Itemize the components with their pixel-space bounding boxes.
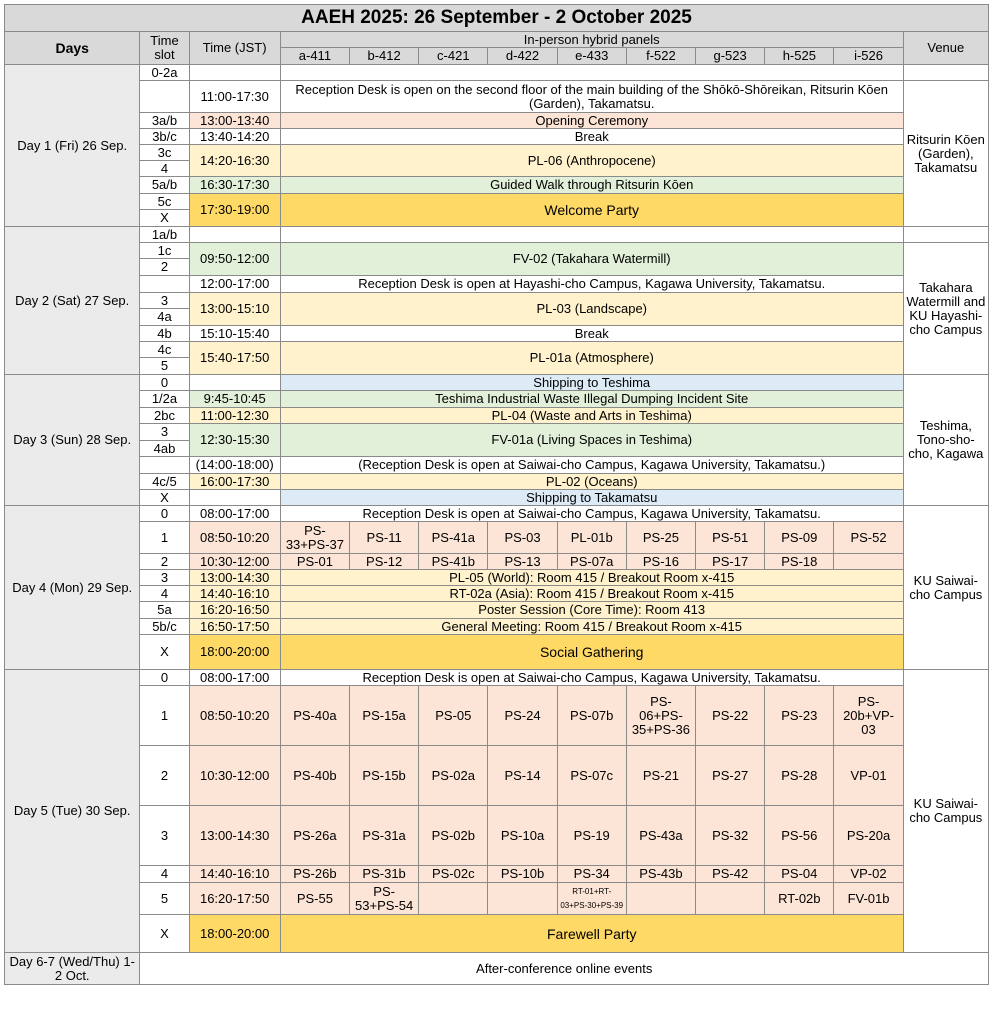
table-row	[5, 522, 989, 554]
time-cell: 12:30-15:30	[189, 424, 280, 457]
time-slot	[140, 457, 189, 474]
time-slot: X	[140, 915, 189, 953]
event-cell: PL-06 (Anthropocene)	[280, 145, 903, 177]
time-slot: 3	[140, 293, 189, 309]
room-header: e-433	[557, 48, 626, 65]
time-slot: 3	[140, 424, 189, 441]
table-row	[5, 806, 989, 866]
panel-cell: PS-09	[765, 522, 834, 554]
time-cell: 13:00-14:30	[189, 806, 280, 866]
panel-cell: PS-24	[488, 686, 557, 746]
panel-cell: PS-15a	[350, 686, 419, 746]
event-cell: Opening Ceremony	[280, 113, 903, 129]
panel-cell: PS-15b	[350, 746, 419, 806]
time-slot: 3a/b	[140, 113, 189, 129]
time-slot: 0	[140, 670, 189, 686]
event-cell: FV-02 (Takahara Watermill)	[280, 243, 903, 276]
time-cell: 13:40-14:20	[189, 129, 280, 145]
time-slot: 4c	[140, 342, 189, 358]
panel-cell: PS-16	[626, 554, 695, 570]
panel-cell: PS-20b+VP-03	[834, 686, 903, 746]
time-slot: 5b/c	[140, 619, 189, 635]
time-slot: 1	[140, 686, 189, 746]
panel-cell: PS-55	[280, 883, 349, 915]
time-slot: 4	[140, 866, 189, 883]
event-cell	[280, 227, 903, 243]
reception-note: Reception Desk is open at Hayashi-cho Campus, Kagawa University, Takamatsu.	[280, 276, 903, 293]
panel-cell: PS-53+PS-54	[350, 883, 419, 915]
venue-cell	[903, 227, 988, 243]
event-cell: PL-01a (Atmosphere)	[280, 342, 903, 375]
table-row	[5, 686, 989, 746]
schedule-table	[4, 4, 989, 985]
table-row	[5, 746, 989, 806]
event-cell: Shipping to Teshima	[280, 375, 903, 391]
event-cell: Welcome Party	[280, 194, 903, 227]
event-cell: Shipping to Takamatsu	[280, 490, 903, 506]
room-header: a-411	[280, 48, 349, 65]
panel-cell: PS-34	[557, 866, 626, 883]
time-cell	[189, 227, 280, 243]
panel-cell: PS-14	[488, 746, 557, 806]
panel-cell: VP-02	[834, 866, 903, 883]
time-cell: (14:00-18:00)	[189, 457, 280, 474]
panel-cell: PS-12	[350, 554, 419, 570]
panel-cell: PS-03	[488, 522, 557, 554]
time-cell: 17:30-19:00	[189, 194, 280, 227]
time-slot: X	[140, 635, 189, 670]
panel-cell: PS-41a	[419, 522, 488, 554]
time-cell	[189, 375, 280, 391]
panel-cell: PS-31a	[350, 806, 419, 866]
panel-cell: PS-32	[696, 806, 765, 866]
panel-cell: PS-51	[696, 522, 765, 554]
time-slot: X	[140, 210, 189, 227]
day-label: Day 4 (Mon) 29 Sep.	[5, 506, 140, 670]
panel-cell: PS-25	[626, 522, 695, 554]
header-time-jst: Time (JST)	[189, 32, 280, 65]
time-slot: 5c	[140, 194, 189, 210]
time-slot: 5a/b	[140, 177, 189, 194]
venue-cell	[903, 65, 988, 81]
venue-cell: Takahara Watermill and KU Hayashi-cho Campus	[903, 243, 988, 375]
time-slot: 4ab	[140, 441, 189, 457]
time-slot: X	[140, 490, 189, 506]
header-days: Days	[5, 32, 140, 65]
time-slot: 1	[140, 522, 189, 554]
event-cell: PL-05 (World): Room 415 / Breakout Room x-415	[280, 570, 903, 586]
panel-cell: PS-04	[765, 866, 834, 883]
venue-cell: Teshima, Tono-sho-cho, Kagawa	[903, 375, 988, 506]
event-cell: RT-02a (Asia): Room 415 / Breakout Room x-415	[280, 586, 903, 602]
time-cell: 09:50-12:00	[189, 243, 280, 276]
panel-cell: PS-06+PS-35+PS-36	[626, 686, 695, 746]
event-cell: Poster Session (Core Time): Room 413	[280, 602, 903, 619]
room-header: d-422	[488, 48, 557, 65]
panel-cell: PS-17	[696, 554, 765, 570]
panel-cell: PS-33+PS-37	[280, 522, 349, 554]
time-slot: 5	[140, 883, 189, 915]
panel-cell: PS-07b	[557, 686, 626, 746]
day-label: Day 1 (Fri) 26 Sep.	[5, 65, 140, 227]
day-label: Day 6-7 (Wed/Thu) 1-2 Oct.	[5, 953, 140, 985]
panel-cell: PS-27	[696, 746, 765, 806]
time-cell: 15:10-15:40	[189, 326, 280, 342]
time-cell: 12:00-17:00	[189, 276, 280, 293]
panel-cell	[696, 883, 765, 915]
panel-cell: PS-40b	[280, 746, 349, 806]
time-cell: 14:40-16:10	[189, 586, 280, 602]
time-slot: 0	[140, 506, 189, 522]
panel-cell	[834, 554, 903, 570]
panel-cell: PS-40a	[280, 686, 349, 746]
venue-cell: KU Saiwai-cho Campus	[903, 506, 988, 670]
panel-cell: PS-43a	[626, 806, 695, 866]
day-label: Day 2 (Sat) 27 Sep.	[5, 227, 140, 375]
time-slot: 3c	[140, 145, 189, 161]
event-cell: PL-04 (Waste and Arts in Teshima)	[280, 408, 903, 424]
panel-cell: VP-01	[834, 746, 903, 806]
time-slot: 0-2a	[140, 65, 189, 81]
time-slot: 4	[140, 586, 189, 602]
panel-cell: PS-42	[696, 866, 765, 883]
event-cell: Social Gathering	[280, 635, 903, 670]
panel-cell: RT-02b	[765, 883, 834, 915]
room-header: g-523	[696, 48, 765, 65]
panel-cell: PS-28	[765, 746, 834, 806]
panel-cell: PS-07c	[557, 746, 626, 806]
room-header: f-522	[626, 48, 695, 65]
time-slot: 2	[140, 554, 189, 570]
panel-cell: PL-01b	[557, 522, 626, 554]
panel-cell	[488, 883, 557, 915]
time-slot: 5	[140, 358, 189, 375]
header-panels: In-person hybrid panels	[280, 32, 903, 48]
time-slot: 0	[140, 375, 189, 391]
page-title: AAEH 2025: 26 September - 2 October 2025	[5, 5, 989, 32]
time-slot: 2	[140, 746, 189, 806]
time-slot: 1/2a	[140, 391, 189, 408]
venue-cell: Ritsurin Kōen (Garden), Takamatsu	[903, 81, 988, 227]
time-cell: 16:30-17:30	[189, 177, 280, 194]
panel-cell: PS-02c	[419, 866, 488, 883]
time-cell: 13:00-15:10	[189, 293, 280, 326]
panel-cell: PS-05	[419, 686, 488, 746]
time-slot: 4a	[140, 309, 189, 326]
time-slot	[140, 276, 189, 293]
time-cell	[189, 65, 280, 81]
panel-cell: PS-01	[280, 554, 349, 570]
table-row	[5, 883, 989, 915]
panel-cell: PS-18	[765, 554, 834, 570]
time-cell: 11:00-12:30	[189, 408, 280, 424]
time-cell: 14:20-16:30	[189, 145, 280, 177]
time-cell	[189, 490, 280, 506]
time-slot: 4c/5	[140, 474, 189, 490]
day-label: Day 5 (Tue) 30 Sep.	[5, 670, 140, 953]
panel-cell	[626, 883, 695, 915]
venue-cell: KU Saiwai-cho Campus	[903, 670, 988, 953]
time-cell: 10:30-12:00	[189, 554, 280, 570]
reception-note: (Reception Desk is open at Saiwai-cho Campus, Kagawa University, Takamatsu.)	[280, 457, 903, 474]
event-cell	[280, 65, 903, 81]
room-header: c-421	[419, 48, 488, 65]
panel-cell: PS-22	[696, 686, 765, 746]
time-slot: 1a/b	[140, 227, 189, 243]
time-slot: 3	[140, 570, 189, 586]
time-cell: 16:20-17:50	[189, 883, 280, 915]
panel-cell: PS-52	[834, 522, 903, 554]
time-cell: 15:40-17:50	[189, 342, 280, 375]
time-cell: 08:50-10:20	[189, 522, 280, 554]
time-cell: 08:50-10:20	[189, 686, 280, 746]
event-cell: General Meeting: Room 415 / Breakout Room x-415	[280, 619, 903, 635]
time-slot: 4b	[140, 326, 189, 342]
day-label: Day 3 (Sun) 28 Sep.	[5, 375, 140, 506]
panel-cell: PS-43b	[626, 866, 695, 883]
time-slot: 2bc	[140, 408, 189, 424]
time-cell: 16:20-16:50	[189, 602, 280, 619]
event-cell: Break	[280, 129, 903, 145]
time-slot: 5a	[140, 602, 189, 619]
room-header: b-412	[350, 48, 419, 65]
time-slot: 2	[140, 259, 189, 276]
table-row	[5, 866, 989, 883]
event-cell: Break	[280, 326, 903, 342]
time-cell: 16:50-17:50	[189, 619, 280, 635]
panel-cell: PS-26a	[280, 806, 349, 866]
panel-cell: PS-31b	[350, 866, 419, 883]
panel-cell: FV-01b	[834, 883, 903, 915]
panel-cell: PS-10a	[488, 806, 557, 866]
panel-cell: PS-11	[350, 522, 419, 554]
panel-cell: PS-56	[765, 806, 834, 866]
panel-cell: PS-19	[557, 806, 626, 866]
panel-cell: RT-01+RT-03+PS-30+PS-39	[557, 883, 626, 915]
event-cell: PL-03 (Landscape)	[280, 293, 903, 326]
header-time-slot: Time slot	[140, 32, 189, 65]
time-cell: 10:30-12:00	[189, 746, 280, 806]
header-venue: Venue	[903, 32, 988, 65]
panel-cell: PS-20a	[834, 806, 903, 866]
reception-note: Reception Desk is open at Saiwai-cho Campus, Kagawa University, Takamatsu.	[280, 670, 903, 686]
reception-note: Reception Desk is open on the second floor of the main building of the Shōkō-Shōreikan, Ritsurin Kōen (Garden), Takamatsu.	[280, 81, 903, 113]
event-cell: FV-01a (Living Spaces in Teshima)	[280, 424, 903, 457]
time-cell: 13:00-14:30	[189, 570, 280, 586]
panel-cell: PS-13	[488, 554, 557, 570]
time-cell: 18:00-20:00	[189, 915, 280, 953]
panel-cell: PS-23	[765, 686, 834, 746]
room-header: i-526	[834, 48, 903, 65]
event-cell: Guided Walk through Ritsurin Kōen	[280, 177, 903, 194]
table-row	[5, 554, 989, 570]
panel-cell: PS-26b	[280, 866, 349, 883]
time-cell: 11:00-17:30	[189, 81, 280, 113]
time-cell: 08:00-17:00	[189, 670, 280, 686]
time-slot	[140, 81, 189, 113]
time-cell: 14:40-16:10	[189, 866, 280, 883]
online-events-note: After-conference online events	[140, 953, 989, 985]
reception-note: Reception Desk is open at Saiwai-cho Campus, Kagawa University, Takamatsu.	[280, 506, 903, 522]
panel-cell: PS-21	[626, 746, 695, 806]
time-slot: 1c	[140, 243, 189, 259]
time-cell: 18:00-20:00	[189, 635, 280, 670]
time-slot: 3b/c	[140, 129, 189, 145]
event-cell: Farewell Party	[280, 915, 903, 953]
time-slot: 4	[140, 161, 189, 177]
time-cell: 16:00-17:30	[189, 474, 280, 490]
event-cell: Teshima Industrial Waste Illegal Dumping Incident Site	[280, 391, 903, 408]
panel-cell: PS-02a	[419, 746, 488, 806]
time-cell: 08:00-17:00	[189, 506, 280, 522]
panel-cell: PS-10b	[488, 866, 557, 883]
panel-cell: PS-02b	[419, 806, 488, 866]
time-cell: 9:45-10:45	[189, 391, 280, 408]
room-header: h-525	[765, 48, 834, 65]
panel-cell	[419, 883, 488, 915]
time-cell: 13:00-13:40	[189, 113, 280, 129]
panel-cell: PS-07a	[557, 554, 626, 570]
time-slot: 3	[140, 806, 189, 866]
panel-cell: PS-41b	[419, 554, 488, 570]
event-cell: PL-02 (Oceans)	[280, 474, 903, 490]
